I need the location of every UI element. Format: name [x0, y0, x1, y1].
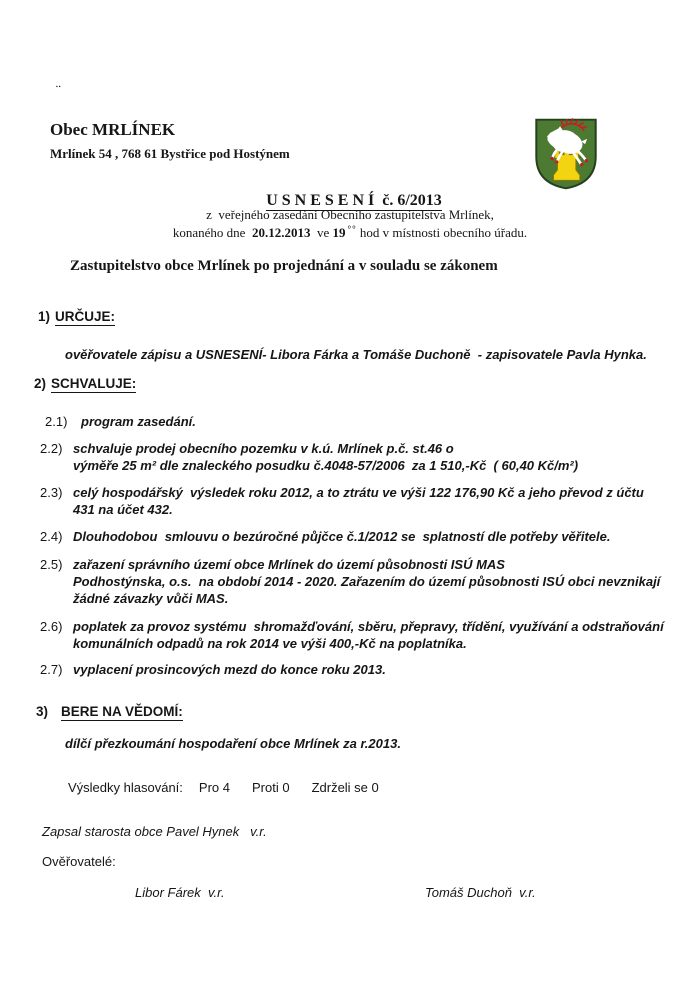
item-line: program zasedání.: [81, 414, 196, 429]
item-number: 2.5): [40, 557, 63, 572]
document-title: [0, 174, 700, 210]
verifiers-label: Ověřovatelé:: [42, 854, 116, 869]
item-text: [73, 484, 644, 518]
item-text: [73, 440, 578, 474]
section-3-body: dílčí přezkoumání hospodaření obce Mrlínek za r.2013.: [65, 736, 401, 751]
section-1-number: 1): [38, 309, 51, 324]
section-2-heading: [34, 376, 136, 391]
item-line: vyplacení prosincových mezd do konce roku 2013.: [73, 662, 386, 677]
item-text: [73, 661, 386, 678]
section-3-label: BERE NA VĚDOMÍ:: [61, 704, 183, 719]
item-line: komunálních odpadů na rok 2014 ve výši 400,-Kč na poplatníka.: [73, 636, 467, 651]
item-line: žádné závazky vůči MAS.: [73, 591, 229, 606]
item-text: [73, 528, 610, 545]
item-text: [73, 618, 664, 652]
item-number: 2.6): [40, 619, 63, 634]
document-title-text: U S N E S E N Í č. 6/2013: [266, 192, 442, 209]
recorder-line: Zapsal starosta obce Pavel Hynek v.r.: [42, 824, 267, 839]
section-2-label: SCHVALUJE:: [51, 376, 137, 391]
meeting-date: 20.12.2013: [251, 225, 311, 240]
item-number: 2.4): [40, 529, 63, 544]
section-1-body: ověřovatele zápisu a USNESENÍ- Libora Fárka a Tomáše Duchoně - zapisovatele Pavla Hynka.: [65, 347, 647, 362]
resolution-item-2-6: [40, 618, 664, 652]
item-line: Dlouhodobou smlouvu o bezúročné půjčce č.1/2012 se splatností dle potřeby věřitele.: [73, 529, 611, 544]
resolution-item-2-7: [40, 661, 386, 678]
item-text: [81, 413, 196, 430]
meeting-time: 19 °°: [332, 224, 357, 240]
meeting-line-2: konaného dne 20.12.2013 ve 19 °° hod v místnosti obecního úřadu.: [172, 224, 528, 240]
votes-abstained: Zdrželi se 0: [311, 780, 379, 795]
org-address: Mrlínek 54 , 768 61 Bystřice pod Hostýnem: [50, 146, 290, 161]
item-number: 2.2): [40, 441, 63, 456]
item-line: výměře 25 m² dle znaleckého posudku č.4048-57/2006 za 1 510,-Kč ( 60,40 Kč/m²): [73, 458, 579, 473]
item-number: 2.7): [40, 662, 63, 677]
voting-label: Výsledky hlasování:: [68, 780, 183, 795]
item-line: zařazení správního území obce Mrlínek do území působnosti ISÚ MAS: [73, 557, 505, 572]
verifier-1-signature: Libor Fárek v.r.: [135, 885, 225, 900]
votes-for: Pro 4: [198, 780, 230, 795]
resolution-item-2-2: [40, 440, 578, 474]
item-line: schvaluje prodej obecního pozemku v k.ú. Mrlínek p.č. st.46 o: [73, 441, 454, 456]
resolution-item-2-4: [40, 528, 610, 545]
section-2-number: 2): [34, 376, 47, 391]
item-number: 2.1): [45, 414, 68, 429]
meeting-line-1: z veřejného zasedání Obecního zastupitelstva Mrlínek,: [206, 207, 494, 222]
resolution-item-2-3: [40, 484, 644, 518]
section-3-heading: [36, 704, 183, 719]
org-name: Obec MRLÍNEK: [50, 120, 176, 139]
item-line: 431 na účet 432.: [73, 502, 173, 517]
section-1-heading: [38, 309, 115, 324]
item-text: [73, 556, 660, 607]
resolution-item-2-5: [40, 556, 660, 607]
voting-results: [68, 780, 379, 795]
item-line: poplatek za provoz systému shromažďování, sběru, přepravy, třídění, využívání a odstraňování: [73, 619, 664, 634]
verifier-2-signature: Tomáš Duchoň v.r.: [425, 885, 536, 900]
section-3-number: 3): [36, 704, 49, 719]
section-1-label: URČUJE:: [55, 309, 116, 324]
item-line: celý hospodářský výsledek roku 2012, a to ztrátu ve výši 122 176,90 Kč a jeho převod z účtu: [73, 485, 644, 500]
intro-line: Zastupitelstvo obce Mrlínek po projednání a v souladu se zákonem: [70, 258, 498, 274]
votes-against: Proti 0: [251, 780, 290, 795]
item-line: Podhostýnska, o.s. na období 2014 - 2020. Zařazením do území působnosti ISÚ obci nevznikají: [73, 574, 661, 589]
item-number: 2.3): [40, 485, 63, 500]
resolution-item-2-1: [40, 413, 196, 430]
scan-artifact-mark: ▪▪: [56, 84, 62, 90]
